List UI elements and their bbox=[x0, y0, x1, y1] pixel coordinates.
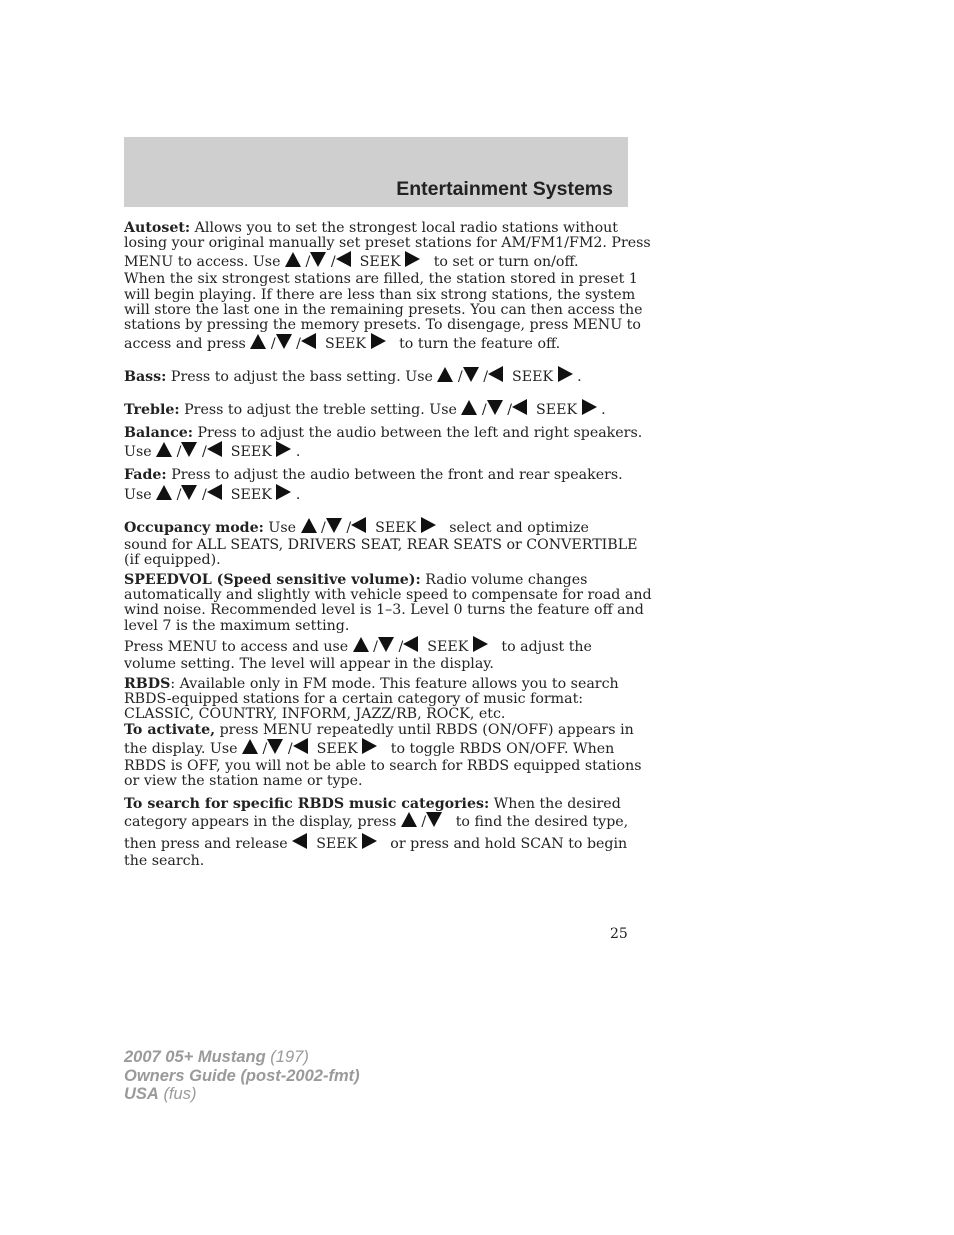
footer-guide: Owners Guide (post-2002-fmt) bbox=[124, 1066, 360, 1085]
autoset-text: MENU to access. Use bbox=[124, 254, 281, 271]
term-search-rbds: To search for specific RBDS music categories: bbox=[124, 796, 490, 813]
speedvol-more-text: volume setting. The level will appear in the display. bbox=[124, 655, 494, 672]
seek-left-arrow-icon bbox=[301, 333, 316, 349]
seek-left-arrow-icon bbox=[207, 441, 222, 457]
rbds-text: CLASSIC, COUNTRY, INFORM, JAZZ/RB, ROCK, etc. bbox=[124, 706, 506, 723]
seek-right-arrow-icon bbox=[276, 441, 291, 457]
seek-label: SEEK bbox=[375, 519, 417, 536]
footer-line-guide bbox=[124, 1067, 360, 1086]
seek-label: SEEK bbox=[512, 369, 554, 386]
slash: / bbox=[421, 814, 427, 831]
autoset-more-text: access and press bbox=[124, 336, 246, 353]
seek-left-arrow-icon bbox=[351, 517, 366, 533]
down-arrow-icon bbox=[276, 334, 292, 349]
term-to-activate: To activate, bbox=[124, 721, 216, 738]
occupancy-text: sound for ALL SEATS, DRIVERS SEAT, REAR SEATS or CONVERTIBLE bbox=[124, 536, 638, 553]
seek-label: SEEK bbox=[316, 836, 358, 853]
seek-right-arrow-icon bbox=[582, 399, 597, 415]
speedvol-more-text: Press MENU to access and use bbox=[124, 638, 349, 655]
seek-left-arrow-icon bbox=[207, 484, 222, 500]
seek-right-arrow-icon bbox=[276, 484, 291, 500]
search-text: or press and hold SCAN to begin bbox=[390, 836, 628, 853]
document-footer bbox=[124, 1048, 360, 1104]
seek-right-arrow-icon bbox=[362, 738, 377, 754]
treble-text: Press to adjust the treble setting. Use bbox=[184, 402, 457, 419]
footer-line-market bbox=[124, 1085, 360, 1104]
slash: / bbox=[287, 740, 293, 757]
seek-right-arrow-icon bbox=[473, 636, 488, 652]
down-arrow-icon bbox=[487, 400, 503, 415]
balance-text: Use bbox=[124, 444, 152, 461]
slash: / bbox=[481, 402, 487, 419]
occupancy-text: (if equipped). bbox=[124, 551, 221, 568]
seek-right-arrow-icon bbox=[421, 517, 436, 533]
seek-left-arrow-icon bbox=[403, 636, 418, 652]
slash: / bbox=[305, 254, 311, 271]
down-arrow-icon bbox=[267, 739, 283, 754]
paragraph-speedvol-more bbox=[124, 636, 628, 672]
up-arrow-icon bbox=[401, 812, 417, 827]
seek-label: SEEK bbox=[324, 336, 367, 353]
paragraph-bass bbox=[124, 366, 628, 387]
paragraph-speedvol bbox=[124, 572, 652, 634]
seek-left-arrow-icon bbox=[488, 366, 503, 382]
autoset-more-text: stations by pressing the memory presets. To disengage, press MENU to bbox=[124, 317, 641, 334]
occupancy-text: select and optimize bbox=[449, 519, 589, 536]
speedvol-text: wind noise. Recommended level is 1–3. Level 0 turns the feature off and bbox=[124, 602, 644, 619]
balance-end: . bbox=[295, 444, 301, 461]
up-arrow-icon bbox=[301, 518, 317, 533]
autoset-more-text: to turn the feature off. bbox=[399, 336, 561, 353]
up-arrow-icon bbox=[285, 252, 301, 267]
term-autoset: Autoset: bbox=[124, 220, 191, 236]
search-text: the search. bbox=[124, 853, 205, 870]
down-arrow-icon bbox=[181, 485, 197, 500]
up-arrow-icon bbox=[156, 442, 172, 457]
slash: / bbox=[201, 444, 207, 461]
paragraph-autoset-more bbox=[124, 271, 643, 354]
rbds-text: to toggle RBDS ON/OFF. When bbox=[390, 740, 615, 757]
rbds-text: RBDS is OFF, you will not be able to search for RBDS equipped stations bbox=[124, 757, 642, 774]
section-header-bar bbox=[124, 137, 628, 207]
term-rbds: RBDS bbox=[124, 676, 171, 693]
seek-label: SEEK bbox=[316, 740, 358, 757]
autoset-text: to set or turn on/off. bbox=[433, 254, 579, 271]
footer-market-code: (fus) bbox=[163, 1085, 197, 1103]
slash: / bbox=[176, 444, 182, 461]
up-arrow-icon bbox=[437, 367, 453, 382]
footer-line-model bbox=[124, 1048, 360, 1067]
paragraph-rbds bbox=[124, 676, 642, 790]
slash: / bbox=[270, 336, 276, 353]
up-arrow-icon bbox=[242, 739, 258, 754]
search-text: When the desired bbox=[493, 796, 621, 813]
speedvol-more-text: to adjust the bbox=[501, 638, 592, 655]
seek-left-arrow-icon bbox=[336, 251, 351, 267]
paragraph-treble bbox=[124, 399, 628, 420]
balance-text: Press to adjust the audio between the left and right speakers. bbox=[197, 425, 643, 442]
slash: / bbox=[346, 519, 352, 536]
speedvol-text: Radio volume changes bbox=[425, 572, 588, 589]
seek-right-arrow-icon bbox=[558, 366, 573, 382]
seek-label: SEEK bbox=[359, 254, 401, 271]
term-bass: Bass: bbox=[124, 369, 167, 386]
seek-label: SEEK bbox=[427, 638, 469, 655]
fade-end: . bbox=[295, 486, 301, 503]
speedvol-text: automatically and slightly with vehicle speed to compensate for road and bbox=[124, 587, 652, 604]
down-arrow-icon bbox=[326, 518, 342, 533]
occupancy-text: Use bbox=[268, 519, 297, 536]
rbds-text: the display. Use bbox=[124, 740, 238, 757]
rbds-text: RBDS-equipped stations for a certain category of music format: bbox=[124, 691, 584, 708]
footer-model-code: (197) bbox=[270, 1048, 309, 1066]
autoset-text: losing your original manually set preset stations for AM/FM1/FM2. Press bbox=[124, 235, 651, 252]
bass-end: . bbox=[577, 369, 582, 386]
seek-left-arrow-icon bbox=[512, 399, 527, 415]
autoset-more-text: will begin playing. If there are less than six strong stations, the system bbox=[124, 286, 636, 303]
rbds-text: or view the station name or type. bbox=[124, 773, 363, 790]
slash: / bbox=[507, 402, 512, 419]
down-arrow-icon bbox=[426, 812, 442, 827]
paragraph-occupancy-mode bbox=[124, 517, 638, 568]
fade-text: Use bbox=[124, 486, 152, 503]
term-treble: Treble: bbox=[124, 402, 180, 419]
slash: / bbox=[296, 336, 301, 353]
slash: / bbox=[483, 369, 488, 386]
treble-end: . bbox=[601, 402, 606, 419]
autoset-text: Allows you to set the strongest local radio stations without bbox=[194, 220, 618, 236]
term-fade: Fade: bbox=[124, 467, 167, 484]
term-balance: Balance: bbox=[124, 425, 193, 442]
term-occupancy-mode: Occupancy mode: bbox=[124, 519, 264, 536]
section-title: Entertainment Systems bbox=[396, 178, 613, 200]
down-arrow-icon bbox=[181, 442, 197, 457]
footer-model: 2007 05+ Mustang bbox=[124, 1048, 266, 1066]
slash: / bbox=[201, 486, 207, 503]
down-arrow-icon bbox=[378, 637, 394, 652]
paragraph-balance bbox=[124, 425, 643, 462]
slash: / bbox=[330, 254, 336, 271]
autoset-more-text: When the six strongest stations are filled, the station stored in preset 1 bbox=[124, 271, 638, 288]
seek-label: SEEK bbox=[230, 486, 272, 503]
slash: / bbox=[373, 638, 378, 655]
search-text: to find the desired type, bbox=[455, 814, 629, 831]
seek-left-arrow-icon bbox=[293, 738, 308, 754]
page-content bbox=[124, 220, 652, 870]
seek-label: SEEK bbox=[230, 444, 272, 461]
speedvol-text: level 7 is the maximum setting. bbox=[124, 617, 350, 634]
seek-label: SEEK bbox=[536, 402, 578, 419]
down-arrow-icon bbox=[463, 367, 479, 382]
up-arrow-icon bbox=[461, 400, 477, 415]
search-text: then press and release bbox=[124, 836, 288, 853]
slash: / bbox=[176, 486, 182, 503]
up-arrow-icon bbox=[156, 485, 172, 500]
slash: / bbox=[398, 638, 404, 655]
autoset-more-text: will store the last one in the remaining presets. You can then access the bbox=[124, 301, 643, 318]
up-arrow-icon bbox=[353, 637, 369, 652]
footer-market: USA bbox=[124, 1085, 159, 1103]
seek-right-arrow-icon bbox=[362, 833, 377, 849]
fade-text: Press to adjust the audio between the front and rear speakers. bbox=[171, 467, 623, 484]
search-text: category appears in the display, press bbox=[124, 814, 397, 831]
rbds-text: : Available only in FM mode. This feature allows you to search bbox=[170, 676, 619, 693]
term-speedvol: SPEEDVOL (Speed sensitive volume): bbox=[124, 572, 421, 589]
slash: / bbox=[321, 519, 326, 536]
paragraph-fade bbox=[124, 468, 628, 504]
seek-right-arrow-icon bbox=[371, 333, 386, 349]
paragraph-search-rbds bbox=[124, 797, 628, 869]
page-number: 25 bbox=[610, 926, 628, 942]
seek-right-arrow-icon bbox=[405, 251, 420, 267]
slash: / bbox=[457, 369, 463, 386]
down-arrow-icon bbox=[310, 252, 326, 267]
slash: / bbox=[262, 740, 268, 757]
paragraph-autoset bbox=[124, 220, 651, 272]
seek-left-arrow-icon bbox=[292, 833, 307, 849]
bass-text: Press to adjust the bass setting. Use bbox=[170, 369, 433, 386]
rbds-text: press MENU repeatedly until RBDS (ON/OFF) appears in bbox=[219, 721, 634, 738]
up-arrow-icon bbox=[250, 334, 266, 349]
